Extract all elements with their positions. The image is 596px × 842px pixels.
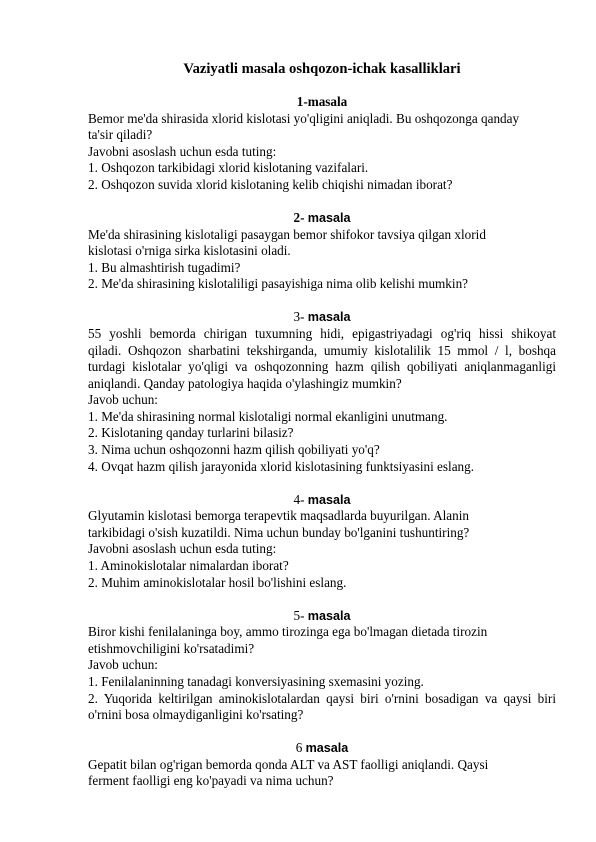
- task-5-line-2: etishmovchiligini ko'rsatadimi?: [88, 640, 255, 656]
- task-1-line-1: Bemor me'da shirasida xlorid kislotasi yo'qligini aniqladi. Bu oshqozonga qanday: [88, 110, 520, 126]
- task-1: [88, 94, 556, 194]
- task-3-heading: [88, 309, 556, 326]
- task-6-line-1: Gepatit bilan og'rigan bemorda qonda ALT va AST faolligi aniqlandi. Qaysi: [88, 756, 489, 772]
- task-4: [88, 492, 556, 592]
- task-5-tail-line-1: o'rnini bosa olmaydiganligini ko'rsating?: [88, 707, 304, 723]
- task-5-word: masala: [307, 608, 351, 623]
- task-3-justified-line-1: 55 yoshli bemorda chirigan tuxumning hidi, epigastriyadagi og'riq hissi shikoyat: [88, 325, 556, 341]
- task-4-word: masala: [307, 492, 351, 507]
- task-3-line-4: 2. Kislotaning qanday turlarini bilasiz?: [88, 425, 294, 441]
- task-4-number: 4-: [293, 491, 305, 507]
- task-6-line-2: ferment faolligi eng ko'payadi va nima uchun?: [88, 773, 334, 789]
- task-2-word: masala: [307, 210, 351, 225]
- task-6-word: masala: [305, 741, 349, 756]
- task-3-line-6: 4. Ovqat hazm qilish jarayonida xlorid kislotasining funktsiyasini eslang.: [88, 458, 475, 474]
- task-1-line-5: 2. Oshqozon suvida xlorid kislotaning kelib chiqishi nimadan iborat?: [88, 176, 453, 192]
- task-2: [88, 210, 556, 293]
- task-6: [88, 740, 556, 790]
- task-4-line-4: 1. Aminokislotalar nimalardan iborat?: [88, 558, 289, 574]
- task-3-line-3: 1. Me'da shirasining normal kislotaligi normal ekanligini unutmang.: [88, 408, 448, 424]
- task-5-line-3: Javob uchun:: [88, 657, 158, 673]
- task-2-line-2: kislotasi o'rniga sirka kislotasini oladi.: [88, 243, 291, 259]
- task-2-line-1: Me'da shirasining kislotaligi pasaygan bemor shifokor tavsiya qilgan xlorid: [88, 226, 486, 242]
- task-3-justified-line-2: qiladi. Oshqozon sharbatini tekshirganda, umumiy kislotalilik 15 mmol / l, boshqa: [88, 342, 556, 358]
- task-2-heading: [88, 210, 556, 227]
- task-3-line-2: Javob uchun:: [88, 392, 158, 408]
- task-5: [88, 608, 556, 724]
- task-4-line-5: 2. Muhim aminokislotalar hosil bo'lishini eslang.: [88, 574, 347, 590]
- task-3-line-1: aniqlandi. Qanday patologiya haqida o'ylashingiz mumkin?: [88, 375, 402, 391]
- task-5-line-4: 1. Fenilalaninning tanadagi konversiyasining sxemasini yozing.: [88, 673, 424, 689]
- task-4-line-2: tarkibidagi o'sish kuzatildi. Nima uchun bunday bo'lganini tushuntiring?: [88, 524, 470, 540]
- task-2-line-4: 2. Me'da shirasining kislotaliligi pasayishiga nima olib kelishi mumkin?: [88, 276, 469, 292]
- document-page: [88, 60, 556, 806]
- task-1-line-4: 1. Oshqozon tarkibidagi xlorid kislotaning vazifalari.: [88, 160, 369, 176]
- task-6-number: 6: [295, 740, 303, 756]
- document-title: Vaziyatli masala oshqozon-ichak kasalliklari: [183, 61, 461, 77]
- task-5-heading: [88, 608, 556, 625]
- task-1-heading: 1-masala: [296, 94, 348, 109]
- task-3-line-5: 3. Nima uchun oshqozonni hazm qilish qobiliyati yo'q?: [88, 442, 380, 458]
- task-2-line-3: 1. Bu almashtirish tugadimi?: [88, 259, 241, 275]
- task-3-justified-line-3: turdagi kislotalar yo'qligi va oshqozonning hazm qilish qobiliyati aniqlanmaganligi: [88, 359, 556, 375]
- task-3-word: masala: [307, 310, 351, 325]
- task-1-line-3: Javobni asoslash uchun esda tuting:: [88, 143, 277, 159]
- task-5-number: 5-: [293, 607, 305, 623]
- task-5-line-1: Biror kishi fenilalaninga boy, ammo tirozinga ega bo'lmagan dietada tirozin: [88, 624, 488, 640]
- task-4-line-3: Javobni asoslash uchun esda tuting:: [88, 541, 277, 557]
- task-5-justified-line-1: 2. Yuqorida keltirilgan aminokislotalardan qaysi biri o'rnini bosadigan va qaysi biri: [88, 690, 556, 706]
- task-1-line-2: ta'sir qiladi?: [88, 127, 153, 143]
- task-6-heading: [88, 740, 556, 757]
- task-3-number: 3-: [293, 309, 305, 325]
- task-2-number: 2-: [293, 209, 305, 225]
- task-3: [88, 309, 556, 475]
- task-4-heading: [88, 492, 556, 509]
- task-4-line-1: Glyutamin kislotasi bemorga terapevtik maqsadlarda buyurilgan. Alanin: [88, 508, 470, 524]
